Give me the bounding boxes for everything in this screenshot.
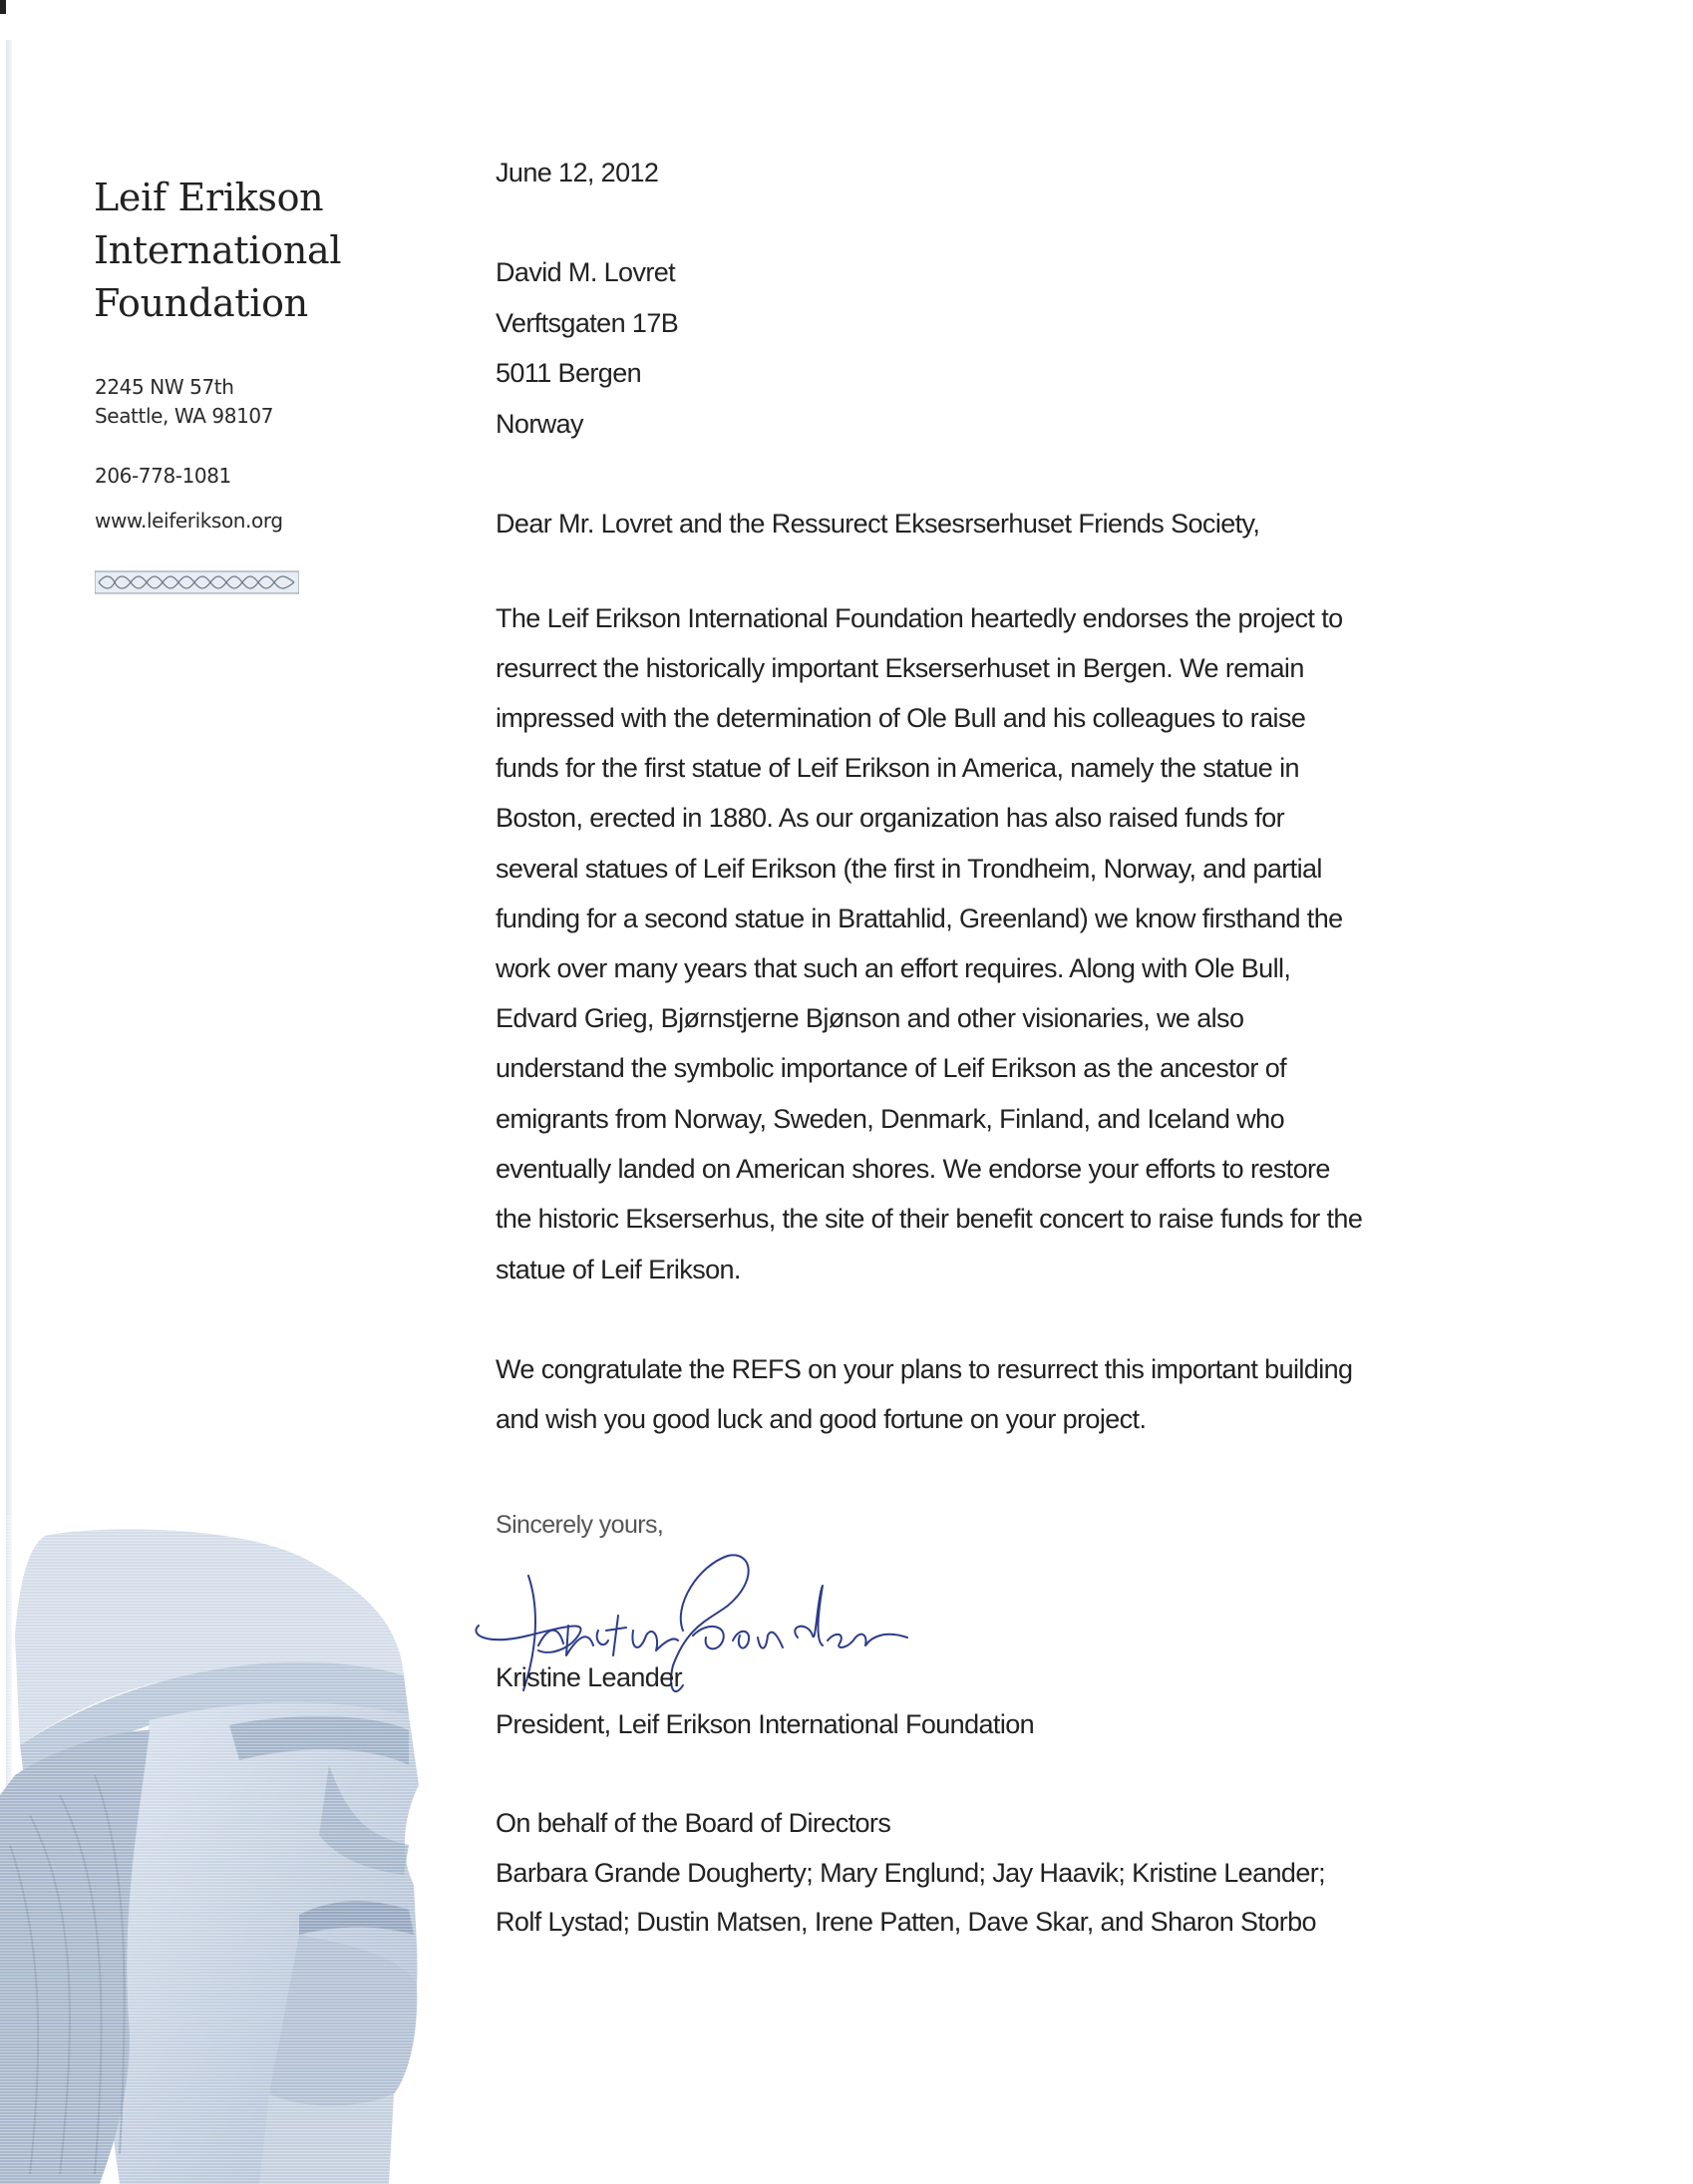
address-line-2: Seattle, WA 98107 — [95, 404, 274, 428]
body-line: eventually landed on American shores. We endorse your efforts to restore — [496, 1154, 1330, 1184]
organization-name — [94, 172, 341, 330]
body-line: understand the symbolic importance of Leif Erikson as the ancestor of — [496, 1053, 1287, 1083]
body-line: Boston, erected in 1880. As our organization has also raised funds for — [496, 803, 1285, 833]
body-line: Edvard Grieg, Bjørnstjerne Bjønson and other visionaries, we also — [496, 1003, 1244, 1033]
body-line: impressed with the determination of Ole Bull and his colleagues to raise — [496, 703, 1306, 733]
chain-ornament-icon — [95, 570, 299, 594]
body-line: and wish you good luck and good fortune on your project. — [496, 1404, 1147, 1434]
org-name-line: International — [94, 228, 342, 272]
signer-title: President, Leif Erikson International Foundation — [496, 1709, 1035, 1739]
address-line-1: 2245 NW 57th — [95, 375, 234, 399]
board-heading: On behalf of the Board of Directors — [496, 1808, 891, 1838]
org-name-line: Foundation — [94, 281, 308, 325]
body-line: work over many years that such an effort requires. Along with Ole Bull, — [496, 953, 1291, 983]
board-members-line: Barbara Grande Dougherty; Mary Englund; Jay Haavik; Kristine Leander; — [496, 1858, 1326, 1888]
org-name-line: Leif Erikson — [94, 176, 324, 219]
salutation: Dear Mr. Lovret and the Ressurect Eksesrserhuset Friends Society, — [496, 509, 1260, 539]
recipient-line: Norway — [496, 409, 583, 439]
body-line: funds for the first statue of Leif Erikson in America, namely the statue in — [496, 753, 1299, 783]
recipient-line: Verftsgaten 17B — [496, 308, 679, 338]
body-line: resurrect the historically important Ekserserhuset in Bergen. We remain — [496, 653, 1304, 683]
website-link[interactable]: www.leiferikson.org — [95, 509, 283, 533]
leif-erikson-portrait-image — [0, 1516, 439, 2184]
recipient-line: 5011 Bergen — [496, 358, 642, 388]
body-line: The Leif Erikson International Foundation heartedly endorses the project to — [496, 603, 1343, 633]
scan-corner-mark — [0, 0, 6, 14]
phone-number: 206-778-1081 — [95, 464, 231, 488]
body-line: emigrants from Norway, Sweden, Denmark, Finland, and Iceland who — [496, 1104, 1284, 1134]
body-line: statue of Leif Erikson. — [496, 1255, 741, 1284]
letter-date: June 12, 2012 — [496, 158, 659, 187]
signer-name: Kristine Leander — [496, 1662, 683, 1692]
closing: Sincerely yours, — [496, 1511, 664, 1539]
body-line: the historic Ekserserhus, the site of their benefit concert to raise funds for the — [496, 1204, 1363, 1234]
body-line: funding for a second statue in Brattahlid, Greenland) we know firsthand the — [496, 904, 1343, 933]
body-line: We congratulate the REFS on your plans to resurrect this important building — [496, 1354, 1353, 1384]
body-line: several statues of Leif Erikson (the first in Trondheim, Norway, and partial — [496, 854, 1322, 884]
recipient-line: David M. Lovret — [496, 257, 676, 287]
board-members-line: Rolf Lystad; Dustin Matsen, Irene Patten, Dave Skar, and Sharon Storbo — [496, 1907, 1316, 1937]
